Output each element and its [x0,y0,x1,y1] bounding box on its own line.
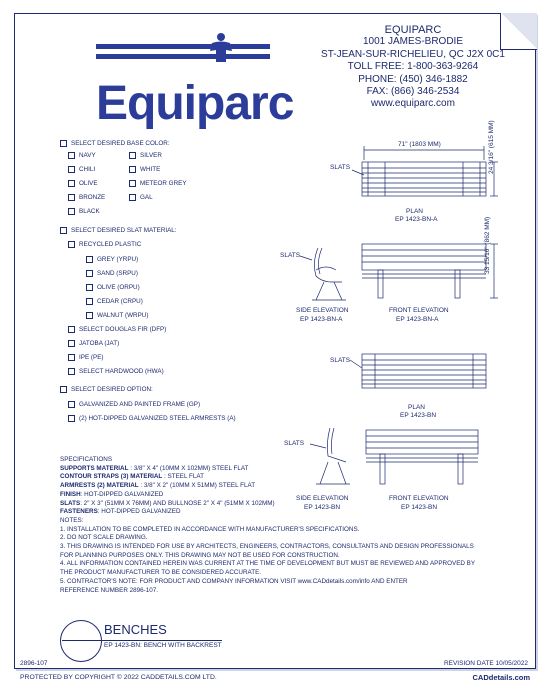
slat-option-hardwood[interactable]: SELECT HARDWOOD (HWA) [68,368,164,375]
slats-callout-plan: SLATS [330,164,351,171]
side-b-label: SIDE ELEVATION [296,495,349,502]
color-option-silver[interactable]: SILVER [129,152,162,159]
base-color-heading[interactable]: SELECT DESIRED BASE COLOR: [60,140,170,147]
front-b-label: FRONT ELEVATION [389,495,449,502]
specifications-block [60,456,530,595]
front-b-code: EP 1423-BN [401,504,438,511]
plan-view-b [350,354,486,388]
note-line: FOR PLANNING PURPOSES ONLY. THIS DRAWING MAY NOT BE USED FOR CONSTRUCTION. [60,551,340,559]
copyright-notice: PROTECTED BY COPYRIGHT © 2022 CADDETAILS.COM LTD. [20,674,217,681]
spec-armrests: ARMRESTS (2) MATERIAL : 3/8" X 2" (10MM X 51MM) STEEL FLAT [60,482,256,490]
width-dimension: 71" (1803 MM) [398,141,441,148]
side-a-code: EP 1423-BN-A [300,316,343,323]
color-option-chili[interactable]: CHILI [68,166,95,173]
slats-callout-side-b: SLATS [284,440,305,447]
company-website[interactable]: www.equiparc.com [371,98,455,110]
reference-number: 2896-107 [20,660,48,667]
plan-b-code: EP 1423-BN [400,412,437,419]
color-option-navy[interactable]: NAVY [68,152,96,159]
spec-slats: SLATS: 2" X 3" (51MM X 76MM) AND BULLNOSE 2" X 4" (51MM X 102MM) [60,499,275,507]
slats-callout-plan-b: SLATS [330,357,351,364]
front-elevation-a [362,244,498,298]
plan-a-code: EP 1423-BN-A [395,216,438,223]
spec-finish: FINISH: HOT-DIPPED GALVANIZED [60,490,164,498]
company-name: EQUIPARC [384,24,442,36]
side-b-code: EP 1423-BN [304,504,341,511]
slat-option-ipe[interactable]: IPE (PE) [68,354,104,361]
recycled-option-olive[interactable]: OLIVE (ORPU) [86,284,140,291]
color-option-gal[interactable]: GAL [129,194,153,201]
height-dimension: 33 15/16" (862 MM) [484,216,491,274]
color-option-meteor-grey[interactable]: METEOR GREY [129,180,187,187]
depth-dimension: 24 3/16" (615 MM) [488,120,495,174]
color-option-white[interactable]: WHITE [129,166,160,173]
note-line: THE PRODUCT MANUFACTURER TO BE CONSIDERED ACCURATE. [60,569,262,577]
option-galvanized-painted[interactable]: GALVANIZED AND PAINTED FRAME (GP) [68,401,200,408]
company-address-line2: ST-JEAN-SUR-RICHELIEU, QC J2X 0C1 [321,48,505,60]
revision-date: REVISION DATE 10/05/2022 [443,660,528,667]
spec-straps: CONTOUR STRAPS (3) MATERIAL : STEEL FLAT [60,473,204,481]
slat-option-recycled[interactable]: RECYCLED PLASTIC [68,241,141,248]
front-a-label: FRONT ELEVATION [389,307,449,314]
plan-b-label: PLAN [408,404,425,411]
notes-heading: NOTES: [60,516,84,524]
color-option-bronze[interactable]: BRONZE [68,194,105,201]
note-line: 3. THIS DRAWING IS INTENDED FOR USE BY ARCHITECTS, ENGINEERS, CONTRACTORS, CONSULTANTS AND DESIGN PROFESSIONALS [60,543,474,551]
caddetails-logo[interactable]: CADdetails.com [472,673,530,682]
note-line: 4. ALL INFORMATION CONTAINED HEREIN WAS CURRENT AT THE TIME OF DEVELOPMENT BUT MUST BE REVIEWED AND APPROVED BY [60,560,476,568]
title-divider [62,640,222,641]
drawing-title: BENCHES [104,622,167,637]
plan-a-label: PLAN [406,208,423,215]
slats-callout-side-a: SLATS [280,252,301,259]
company-address-line1: 1001 JAMES-BRODIE [362,36,464,48]
color-option-black[interactable]: BLACK [68,208,100,215]
recycled-option-grey[interactable]: GREY (YRPU) [86,256,138,263]
recycled-option-walnut[interactable]: WALNUT (WRPU) [86,312,148,319]
slat-material-heading[interactable]: SELECT DESIRED SLAT MATERIAL: [60,227,177,234]
option-armrests[interactable]: (2) HOT-DIPPED GALVANIZED STEEL ARMRESTS (A) [68,415,236,422]
color-option-olive[interactable]: OLIVE [68,180,98,187]
recycled-option-sand[interactable]: SAND (SRPU) [86,270,138,277]
front-a-code: EP 1423-BN-A [396,316,439,323]
side-elevation-a [300,248,346,300]
side-a-label: SIDE ELEVATION [296,307,349,314]
logo-wordmark: Equiparc [96,77,294,130]
spec-supports: SUPPORTS MATERIAL : 3/8" X 4" (10MM X 102MM) STEEL FLAT [60,464,249,472]
plan-view-a [352,146,498,196]
slat-option-douglas-fir[interactable]: SELECT DOUGLAS FIR (DFP) [68,326,166,333]
note-line: 2. DO NOT SCALE DRAWING. [60,534,148,542]
spec-fasteners: FASTENERS: HOT-DIPPED GALVANIZED [60,508,181,516]
option-heading[interactable]: SELECT DESIRED OPTION: [60,386,153,393]
company-fax: FAX: (866) 346-2534 [366,86,460,98]
note-line: REFERENCE NUMBER 2896-107. [60,586,158,594]
recycled-option-cedar[interactable]: CEDAR (CRPU) [86,298,143,305]
note-line: 1. INSTALLATION TO BE COMPLETED IN ACCORDANCE WITH MANUFACTURER'S SPECIFICATIONS. [60,525,360,533]
title-symbol [60,620,102,662]
note-line: 5. CONTRACTOR'S NOTE: FOR PRODUCT AND COMPANY INFORMATION VISIT www.CADdetails.com/info AND ENTER [60,577,408,585]
slat-option-jatoba[interactable]: JATOBA (JAT) [68,340,119,347]
company-tollfree: TOLL FREE: 1-800-363-9264 [347,61,479,73]
specs-heading: SPECIFICATIONS [60,456,113,463]
company-phone: PHONE: (450) 346-1882 [358,73,468,85]
drawing-subtitle: EP 1423-BN: BENCH WITH BACKREST [104,642,222,649]
